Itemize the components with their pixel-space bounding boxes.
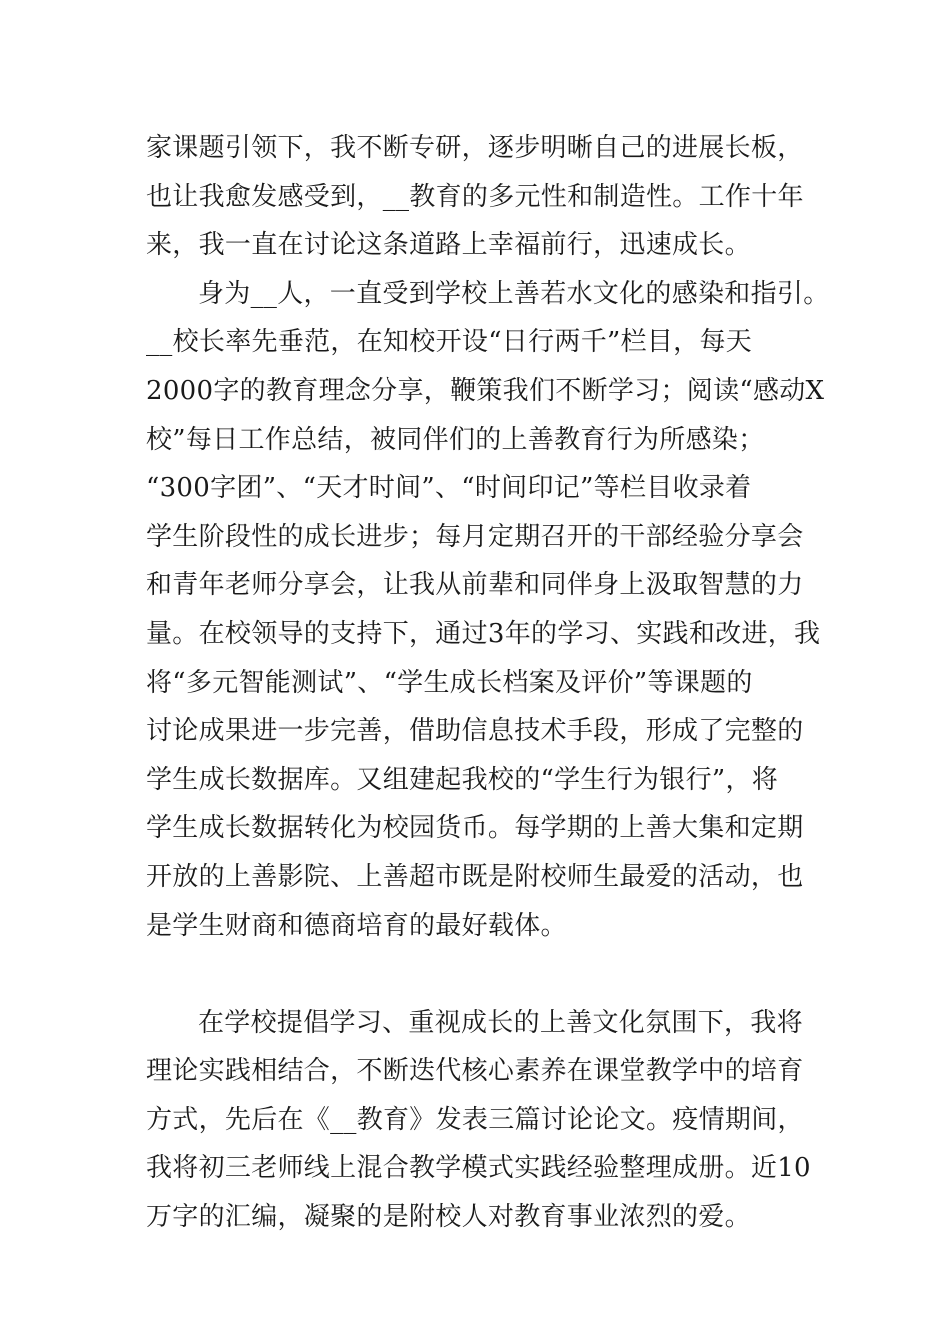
text-line: __校长率先垂范，在知校开设“日行两千”栏目，每天 xyxy=(146,327,753,358)
text-line: 方式，先后在《__教育》发表三篇讨论论文。疫情期间， xyxy=(146,1104,804,1135)
text-line: 来，我一直在讨论这条道路上幸福前行，迅速成长。 xyxy=(146,230,751,261)
text-line: 学生阶段性的成长进步；每月定期召开的干部经验分享会 xyxy=(146,521,804,552)
text-line: 万字的汇编，凝聚的是附校人对教育事业浓烈的爱。 xyxy=(146,1202,751,1233)
text-line: 学生成长数据库。又组建起我校的“学生行为银行”，将 xyxy=(146,764,779,795)
text-line: 校”每日工作总结，被同伴们的上善教育行为所感染； xyxy=(146,424,765,455)
text-line: 是学生财商和德商培育的最好载体。 xyxy=(146,910,567,941)
text-line: 理论实践相结合，不断迭代核心素养在课堂教学中的培育 xyxy=(146,1056,804,1087)
text-line: “300字团”、“天才时间”、“时间印记”等栏目收录着 xyxy=(146,473,752,504)
document-body xyxy=(146,124,830,1242)
text-line: 我将初三老师线上混合教学模式实践经验整理成册。近10 xyxy=(146,1153,811,1184)
text-line: 和青年老师分享会，让我从前辈和同伴身上汲取智慧的力 xyxy=(146,570,804,601)
text-line: 讨论成果进一步完善，借助信息技术手段，形成了完整的 xyxy=(146,716,804,747)
paragraph-1 xyxy=(146,124,826,270)
text-line: 也让我愈发感受到，__教育的多元性和制造性。工作十年 xyxy=(146,181,804,212)
text-line: 家课题引领下，我不断专研，逐步明晰自己的进展长板， xyxy=(146,133,804,163)
text-line: 学生成长数据转化为校园货币。每学期的上善大集和定期 xyxy=(146,813,804,844)
text-line: 身为__人，一直受到学校上善若水文化的感染和指引。 xyxy=(198,278,830,309)
paragraph-2 xyxy=(146,270,830,950)
paragraph-spacer xyxy=(146,950,826,999)
text-line: 将“多元智能测试”、“学生成长档案及评价”等课题的 xyxy=(146,667,753,698)
paragraph-3 xyxy=(146,999,826,1242)
text-line: 在学校提倡学习、重视成长的上善文化氛围下，我将 xyxy=(198,1007,803,1038)
text-line: 开放的上善影院、上善超市既是附校师生最爱的活动，也 xyxy=(146,861,804,892)
text-line: 2000字的教育理念分享，鞭策我们不断学习；阅读“感动X xyxy=(146,375,825,406)
text-line: 量。在校领导的支持下，通过3年的学习、实践和改进，我 xyxy=(146,618,821,649)
